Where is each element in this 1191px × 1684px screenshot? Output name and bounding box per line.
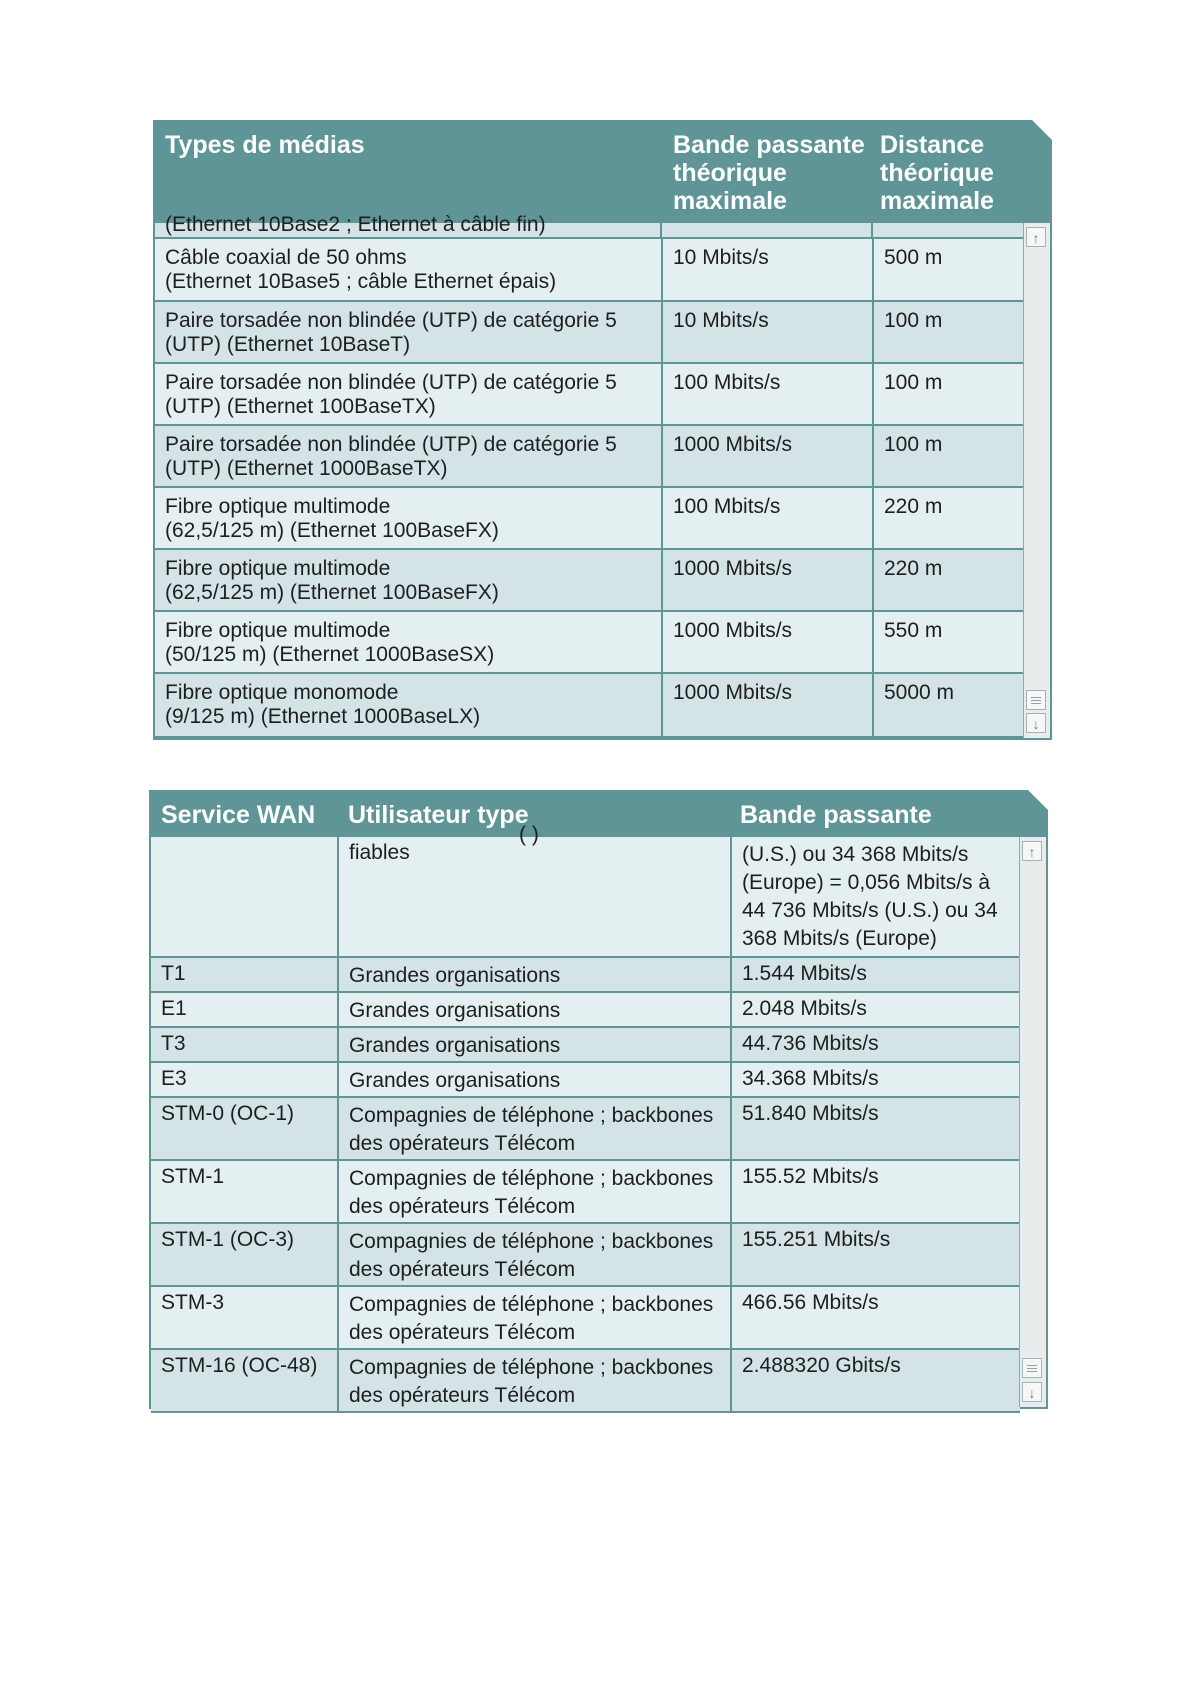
wan-bandwidth-cell [731, 837, 1020, 957]
media-scrollbar[interactable] [1023, 223, 1050, 738]
media-type-line: Fibre optique multimode [165, 557, 391, 580]
media-types-panel [153, 120, 1052, 740]
clipped-text-fragment: ( ) [519, 823, 539, 846]
media-type-line: (UTP) (Ethernet 10BaseT) [165, 333, 411, 356]
scroll-down-button[interactable] [1026, 713, 1046, 733]
header-line: Bande passante [673, 131, 865, 159]
grip-icon [1031, 697, 1041, 698]
grip-icon [1027, 1365, 1037, 1366]
table-row [151, 1223, 1020, 1286]
wan-service-cell: T3 [151, 1027, 338, 1062]
wan-services-panel [149, 790, 1048, 1409]
table-row [151, 1062, 1020, 1097]
wan-bandwidth-cell: 2.488320 Gbits/s [731, 1349, 1020, 1412]
wan-service-cell: STM-1 (OC-3) [151, 1223, 338, 1286]
scroll-down-button[interactable] [1022, 1382, 1042, 1402]
wan-service-cell: T1 [151, 957, 338, 992]
table-row [151, 957, 1020, 992]
distance-cell: 220 m [873, 549, 1024, 611]
wan-user-line: Compagnies de téléphone ; backbones [349, 1293, 714, 1316]
media-type-line: Fibre optique multimode [165, 495, 391, 518]
header-wan-bandwidth: Bande passante [740, 801, 932, 829]
table-row [151, 837, 1020, 957]
table-row [151, 1027, 1020, 1062]
table-row [151, 992, 1020, 1027]
table-row [155, 611, 1024, 673]
wan-bandwidth-cell: 44.736 Mbits/s [731, 1027, 1020, 1062]
media-type-line: Paire torsadée non blindée (UTP) de catégorie 5 [165, 309, 617, 332]
wan-bandwidth-cell: 1.544 Mbits/s [731, 957, 1020, 992]
table-row [155, 549, 1024, 611]
header-distance [880, 131, 994, 215]
bandwidth-cell: 100 Mbits/s [662, 487, 873, 549]
wan-bandwidth-line: (Europe) = 0,056 Mbits/s à [742, 871, 991, 894]
bandwidth-cell: 1000 Mbits/s [662, 425, 873, 487]
bandwidth-cell: 100 Mbits/s [662, 363, 873, 425]
media-type-cell [155, 611, 662, 673]
header-bandwidth [673, 131, 865, 215]
table-row [155, 301, 1024, 363]
header-line: théorique [880, 159, 994, 187]
distance-cell: 5000 m [873, 673, 1024, 737]
header-line: Distance [880, 131, 985, 159]
arrow-down-icon: ↓ [1028, 1385, 1036, 1401]
wan-user-line: Compagnies de téléphone ; backbones [349, 1356, 714, 1379]
header-media-type: Types de médias [165, 131, 365, 159]
partial-row [155, 213, 1024, 239]
distance-cell: 550 m [873, 611, 1024, 673]
media-type-line: (9/125 m) (Ethernet 1000BaseLX) [165, 705, 481, 728]
media-type-cell [155, 673, 662, 737]
distance-cell: 100 m [873, 301, 1024, 363]
distance-cell: 500 m [873, 239, 1024, 301]
wan-service-cell: E1 [151, 992, 338, 1027]
wan-user-line: Grandes organisations [349, 999, 561, 1022]
distance-cell: 220 m [873, 487, 1024, 549]
header-user-type: Utilisateur type [348, 801, 529, 829]
bandwidth-cell: 10 Mbits/s [662, 301, 873, 363]
wan-user-line: des opérateurs Télécom [349, 1195, 576, 1218]
wan-table-body[interactable] [151, 823, 1046, 1407]
wan-scrollbar[interactable] [1019, 837, 1046, 1407]
table-row [155, 673, 1024, 737]
wan-service-cell: STM-3 [151, 1286, 338, 1349]
wan-service-cell [151, 837, 338, 957]
wan-user-line: fiables [349, 841, 410, 864]
wan-user-cell [338, 823, 731, 957]
wan-user-line: Compagnies de téléphone ; backbones [349, 1104, 714, 1127]
wan-bandwidth-cell: 155.251 Mbits/s [731, 1223, 1020, 1286]
wan-service-cell: E3 [151, 1062, 338, 1097]
partial-row-text: (Ethernet 10Base2 ; Ethernet à câble fin) [165, 213, 546, 236]
scroll-up-button[interactable] [1026, 227, 1046, 247]
wan-service-cell: STM-16 (OC-48) [151, 1349, 338, 1412]
distance-cell: 100 m [873, 425, 1024, 487]
header-line: maximale [880, 187, 994, 215]
wan-user-cell [338, 1097, 731, 1160]
wan-user-line: Grandes organisations [349, 1069, 561, 1092]
header-line: théorique [673, 159, 787, 187]
wan-bandwidth-cell: 34.368 Mbits/s [731, 1062, 1020, 1097]
wan-bandwidth-cell: 466.56 Mbits/s [731, 1286, 1020, 1349]
media-type-cell [155, 549, 662, 611]
wan-bandwidth-cell: 51.840 Mbits/s [731, 1097, 1020, 1160]
bandwidth-cell: 1000 Mbits/s [662, 673, 873, 737]
wan-user-line: des opérateurs Télécom [349, 1321, 576, 1344]
media-type-line: Fibre optique multimode [165, 619, 391, 642]
media-type-cell [155, 487, 662, 549]
media-type-line: (UTP) (Ethernet 100BaseTX) [165, 395, 436, 418]
wan-service-cell: STM-0 (OC-1) [151, 1097, 338, 1160]
wan-bandwidth-line: (U.S.) ou 34 368 Mbits/s [742, 843, 969, 866]
bandwidth-cell: 1000 Mbits/s [662, 611, 873, 673]
media-type-line: (UTP) (Ethernet 1000BaseTX) [165, 457, 448, 480]
media-type-cell [155, 301, 662, 363]
media-type-line: (62,5/125 m) (Ethernet 100BaseFX) [165, 581, 499, 604]
header-service-wan: Service WAN [161, 801, 316, 829]
media-type-line: Paire torsadée non blindée (UTP) de catégorie 5 [165, 433, 617, 456]
scroll-thumb[interactable] [1022, 1358, 1042, 1378]
wan-user-cell [338, 1160, 731, 1223]
media-type-cell [155, 239, 662, 301]
wan-user-cell [338, 957, 731, 992]
scroll-thumb[interactable] [1026, 690, 1046, 710]
wan-user-line: Grandes organisations [349, 964, 561, 987]
table-row [151, 1286, 1020, 1349]
wan-user-cell [338, 992, 731, 1027]
media-table [155, 239, 1024, 738]
header-corner-notch [1032, 120, 1052, 140]
wan-user-line: des opérateurs Télécom [349, 1384, 576, 1407]
media-type-line: Câble coaxial de 50 ohms [165, 246, 407, 269]
wan-bandwidth-line: 44 736 Mbits/s (U.S.) ou 34 [742, 899, 998, 922]
wan-user-cell [338, 1062, 731, 1097]
wan-user-line: des opérateurs Télécom [349, 1132, 576, 1155]
wan-user-cell [338, 1286, 731, 1349]
wan-table [151, 823, 1020, 1413]
bandwidth-cell: 1000 Mbits/s [662, 549, 873, 611]
wan-service-cell: STM-1 [151, 1160, 338, 1223]
media-type-line: (50/125 m) (Ethernet 1000BaseSX) [165, 643, 495, 666]
table-row [155, 239, 1024, 301]
media-table-body[interactable] [155, 213, 1050, 738]
wan-bandwidth-cell: 2.048 Mbits/s [731, 992, 1020, 1027]
media-type-line: (62,5/125 m) (Ethernet 100BaseFX) [165, 519, 499, 542]
arrow-down-icon: ↓ [1032, 716, 1040, 732]
wan-user-cell [338, 1349, 731, 1412]
table-row [151, 1097, 1020, 1160]
header-corner-notch [1028, 790, 1048, 810]
media-type-cell [155, 363, 662, 425]
distance-cell: 100 m [873, 363, 1024, 425]
media-type-cell [155, 425, 662, 487]
wan-bandwidth-cell: 155.52 Mbits/s [731, 1160, 1020, 1223]
wan-user-line: Compagnies de téléphone ; backbones [349, 1230, 714, 1253]
media-type-line: Fibre optique monomode [165, 681, 399, 704]
media-type-line: Paire torsadée non blindée (UTP) de catégorie 5 [165, 371, 617, 394]
arrow-up-icon: ↑ [1032, 230, 1040, 246]
table-row [151, 1160, 1020, 1223]
scroll-up-button[interactable] [1022, 841, 1042, 861]
wan-user-line: Grandes organisations [349, 1034, 561, 1057]
wan-user-cell [338, 1223, 731, 1286]
wan-bandwidth-line: 368 Mbits/s (Europe) [742, 927, 937, 950]
bandwidth-cell: 10 Mbits/s [662, 239, 873, 301]
table-row [151, 1349, 1020, 1412]
header-line: maximale [673, 187, 787, 215]
table-row [155, 425, 1024, 487]
arrow-up-icon: ↑ [1028, 844, 1036, 860]
wan-user-line: Compagnies de téléphone ; backbones [349, 1167, 714, 1190]
wan-user-cell [338, 1027, 731, 1062]
table-row [155, 487, 1024, 549]
table-row [155, 363, 1024, 425]
media-type-line: (Ethernet 10Base5 ; câble Ethernet épais) [165, 270, 557, 293]
wan-user-line: des opérateurs Télécom [349, 1258, 576, 1281]
